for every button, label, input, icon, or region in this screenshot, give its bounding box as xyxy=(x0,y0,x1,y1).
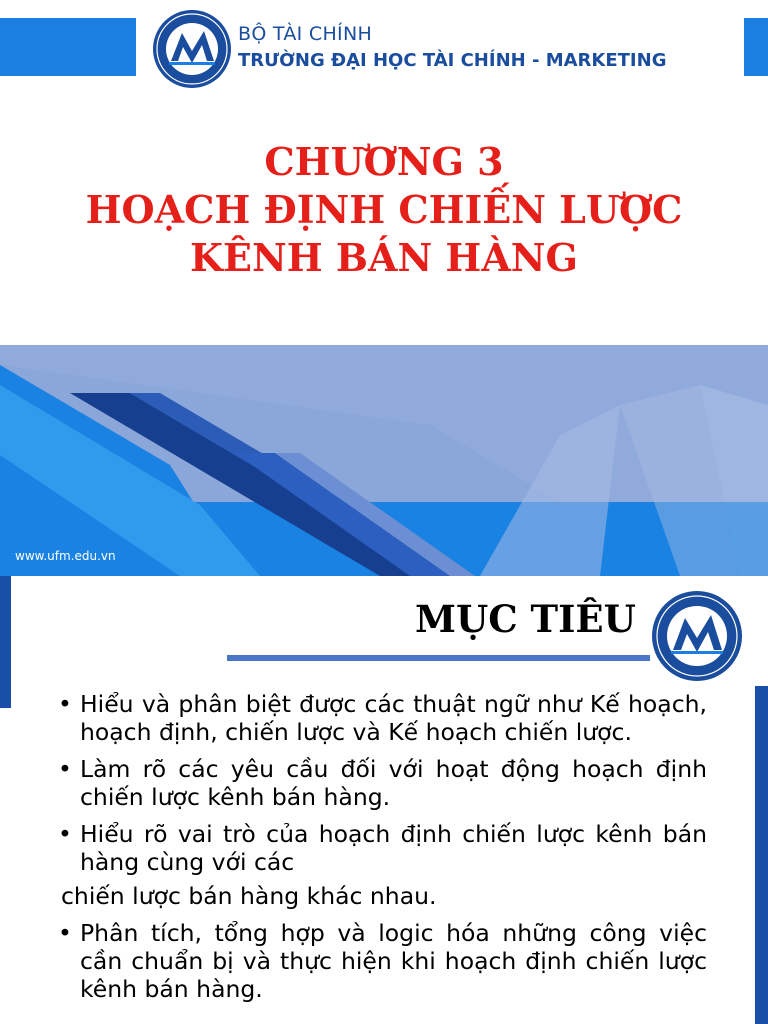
objective-item xyxy=(58,820,707,876)
objective-item xyxy=(58,919,707,1003)
objective-item xyxy=(58,755,707,811)
university-name: TRƯỜNG ĐẠI HỌC TÀI CHÍNH - MARKETING xyxy=(238,50,667,71)
objectives-slide xyxy=(0,576,768,1024)
objectives-list xyxy=(58,690,707,1012)
ministry-name: BỘ TÀI CHÍNH xyxy=(238,23,373,45)
header-accent-bar-right xyxy=(744,18,768,76)
website-url: www.ufm.edu.vn xyxy=(15,549,116,563)
chapter-title-line-2: KÊNH BÁN HÀNG xyxy=(190,235,578,280)
bullet: • xyxy=(58,690,72,718)
objective-text: Phân tích, tổng hợp và logic hóa những công việc cần chuẩn bị và thực hiện khi hoạch định chiến lược kênh bán hàng. xyxy=(80,919,707,1003)
heading-underline xyxy=(227,655,650,661)
bullet: • xyxy=(58,755,72,783)
objective-continuation: chiến lược bán hàng khác nhau. xyxy=(61,882,437,910)
right-accent-bar xyxy=(755,686,768,1024)
header-accent-bar-left xyxy=(0,18,136,76)
objective-item xyxy=(58,690,707,746)
bullet: • xyxy=(58,820,72,848)
objectives-heading: MỤC TIÊU xyxy=(415,597,636,641)
university-logo xyxy=(152,9,232,89)
objective-text: Hiểu và phân biệt được các thuật ngữ như Kế hoạch, hoạch định, chiến lược và Kế hoạch chiến lược. xyxy=(80,690,707,746)
objective-text: Hiểu rõ vai trò của hoạch định chiến lược kênh bán hàng cùng với các xyxy=(80,820,707,876)
objective-text: Làm rõ các yêu cầu đối với hoạt động hoạch định chiến lược kênh bán hàng. xyxy=(80,755,707,811)
bullet: • xyxy=(58,919,72,947)
decorative-banner xyxy=(0,345,768,576)
chapter-number: CHƯƠNG 3 xyxy=(264,139,504,184)
chapter-title xyxy=(0,138,768,282)
left-accent-bar xyxy=(0,576,11,708)
university-logo-small xyxy=(651,590,743,682)
chapter-title-line-1: HOẠCH ĐỊNH CHIẾN LƯỢC xyxy=(85,187,683,232)
